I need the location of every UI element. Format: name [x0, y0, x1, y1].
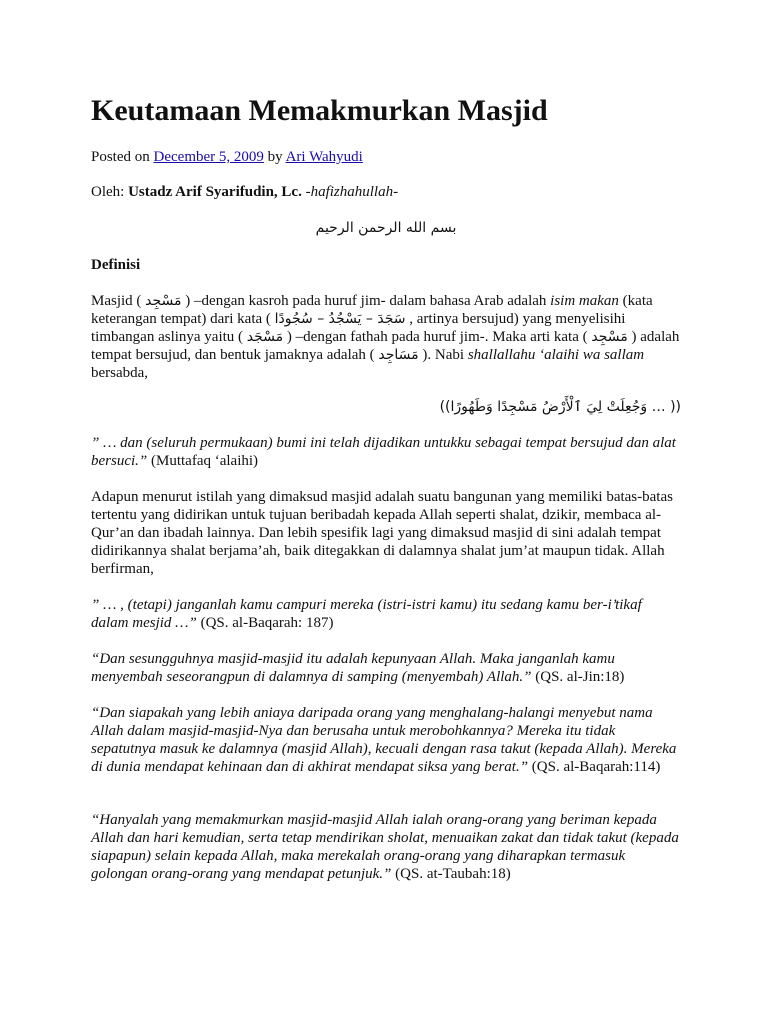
- p1-text-3: (kata keterangan tempat) dari kata (: [91, 293, 653, 327]
- quote-baqarah-114: “Dan siapakah yang lebih aniaya daripada orang yang menghalang-halangi menyebut nama Allah dalam masjid-masjid-Nya dan berusaha untuk merobohkannya? Mereka itu tidak sepatutnya masuk ke dalamnya (masjid Allah), kecuali dengan rasa takut (kepada Allah). Mereka di dunia mendapat kehinaan dan di akhirat mendapat siksa yang berat.”: [91, 705, 677, 775]
- ref-baqarah-114: (QS. al-Baqarah:114): [528, 759, 661, 775]
- byline: [91, 183, 681, 201]
- by-label: by: [267, 149, 283, 165]
- p1-text-2: ) –dengan kasroh pada huruf jim- dalam bahasa Arab adalah: [181, 293, 551, 309]
- p1-text-1: Masjid (: [91, 293, 146, 309]
- byline-prefix: Oleh:: [91, 184, 125, 200]
- definisi-heading-text: Definisi: [91, 257, 141, 273]
- paragraph-quote-baqarah-114: [91, 704, 681, 776]
- post-title: Keutamaan Memakmurkan Masjid: [91, 94, 548, 127]
- p1-text-4: , artinya bersujud) yang menyelisihi timbangan aslinya yaitu (: [91, 311, 626, 345]
- basmalah: بسم الله الرحمن الرحيم: [315, 220, 457, 236]
- arabic-term-sajada: سَجَدَ – يَسْجُدُ – سُجُودًا: [274, 311, 406, 327]
- paragraph-definition: [91, 292, 681, 382]
- p1-italic-isim-makan: isim makan: [550, 293, 619, 309]
- paragraph-hadith-translation: [91, 434, 681, 470]
- p1-text-5: ) –dengan fathah pada huruf jim-. Maka arti kata (: [283, 329, 592, 345]
- arabic-term-masajid: مَسَاجِد: [378, 347, 419, 363]
- arabic-term-masjid: مَسْجِد: [145, 293, 182, 309]
- paragraph-quote-jin-18: [91, 650, 681, 686]
- p1-text-6: ) adalah tempat bersujud, dan bentuk jamaknya adalah (: [91, 329, 680, 363]
- quote-baqarah-187: ” … , (tetapi) janganlah kamu campuri mereka (istri-istri kamu) itu sedang kamu ber-i’tikaf dalam mesjid …”: [91, 597, 642, 631]
- hadith-reference: (Muttafaq ‘alaihi): [147, 453, 259, 469]
- hadith-translation-quote: ” … dan (seluruh permukaan) bumi ini telah dijadikan untukku sebagai tempat bersujud dan alat bersuci.”: [91, 435, 676, 469]
- post-meta: [91, 148, 681, 166]
- section-heading-definisi: [91, 256, 681, 274]
- p1-italic-salawat: shallallahu ‘alaihi wa sallam: [467, 347, 645, 363]
- ref-baqarah-187: (QS. al-Baqarah: 187): [196, 615, 334, 631]
- ref-taubah-18: (QS. at-Taubah:18): [391, 866, 511, 882]
- p1-text-8: bersabda,: [91, 365, 149, 381]
- byline-name: Ustadz Arif Syarifudin, Lc.: [128, 184, 302, 200]
- paragraph-istilah: Adapun menurut istilah yang dimaksud masjid adalah suatu bangunan yang memiliki batas-batas tertentu yang didirikan untuk tujuan beribadah kepada Allah seperti shalat, dzikir, membaca al-Qur’an dan ibadah lainnya. Dan lebih spesifik lagi yang dimaksud masjid di sini adalah tempat didirikannya shalat berjama’ah, baik ditegakkan di dalamnya shalat jum’at maupun tidak. Allah berfirman,: [91, 489, 673, 577]
- quote-taubah-18: “Hanyalah yang memakmurkan masjid-masjid Allah ialah orang-orang yang beriman kepada Allah dan hari kemudian, serta tetap mendirikan sholat, menuaikan zakat dan tidak takut (kepada siapapun) selain kepada Allah, maka merekalah orang-orang yang diharapkan termasuk golongan orang-orang yang mendapat petunjuk.”: [91, 812, 679, 882]
- hadith-arabic: ((وَجُعِلَتْ لِيَ ٱلْأَرْضُ مَسْجِدًا وَطَهُورًا … )): [439, 399, 681, 415]
- posted-on-label: Posted on: [91, 149, 150, 165]
- paragraph-quote-baqarah-187: [91, 596, 681, 632]
- ref-jin-18: (QS. al-Jin:18): [531, 669, 625, 685]
- arabic-term-masjid-2: مَسْجِد: [591, 329, 628, 345]
- quote-jin-18: “Dan sesungguhnya masjid-masjid itu adalah kepunyaan Allah. Maka janganlah kamu menyembah seseorangpun di dalamnya di samping (menyembah) Allah.”: [91, 651, 615, 685]
- arabic-term-masjad: مَسْجَد: [246, 329, 284, 345]
- author-link[interactable]: Ari Wahyudi: [285, 149, 363, 165]
- paragraph-quote-taubah-18: [91, 811, 681, 883]
- p1-text-7: ). Nabi: [418, 347, 468, 363]
- byline-honorific: -hafizhahullah-: [305, 184, 399, 200]
- post-date-link[interactable]: December 5, 2009: [153, 149, 264, 165]
